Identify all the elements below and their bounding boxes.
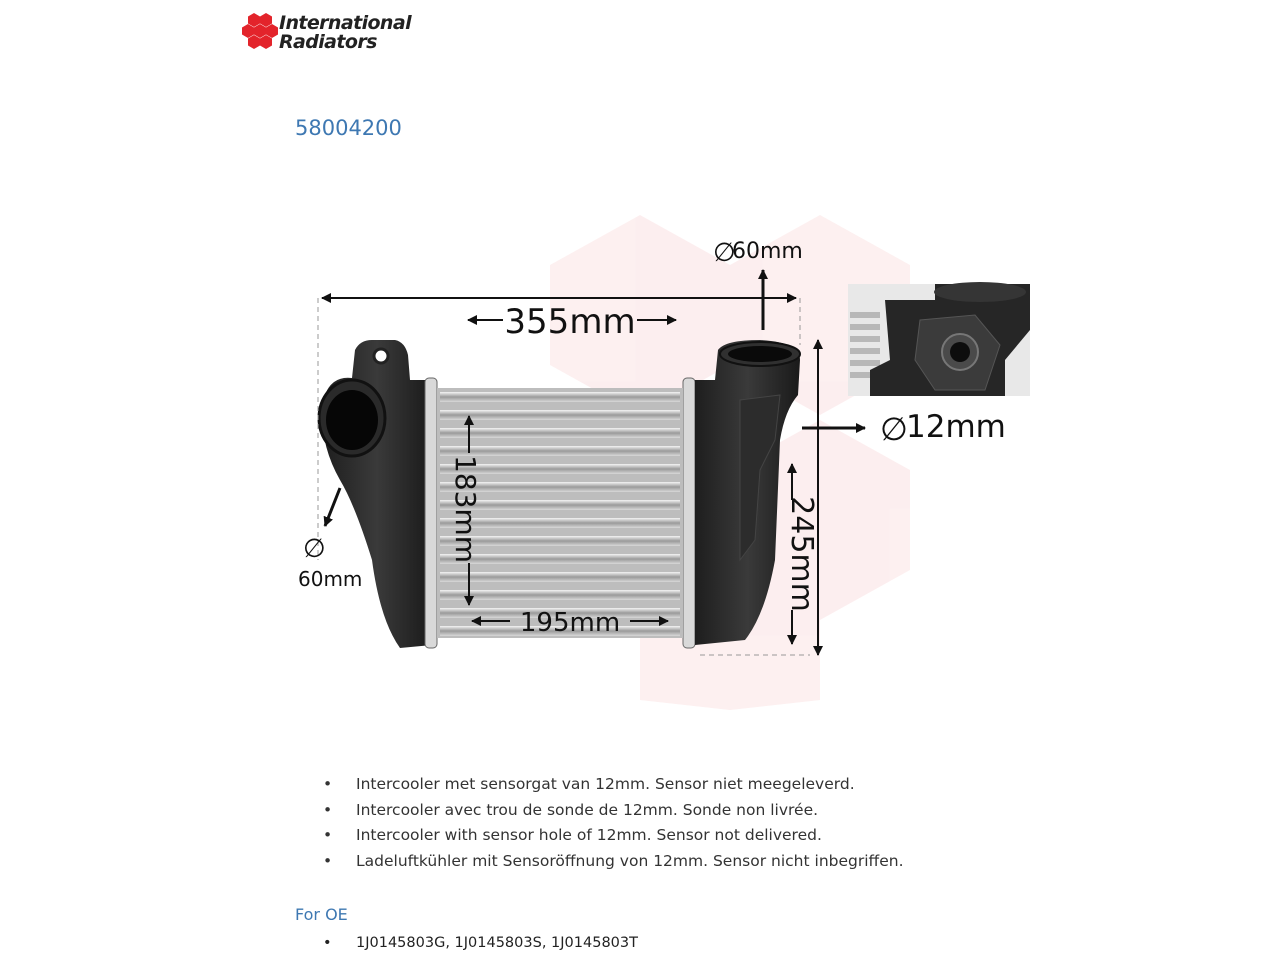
description-item-en: • Intercooler with sensor hole of 12mm. Sensor not delivered. — [318, 823, 904, 849]
description-list — [318, 772, 904, 874]
height-overall-label: 245mm — [784, 496, 819, 612]
width-overall-label: 355mm — [504, 302, 636, 342]
description-item-nl: • Intercooler met sensorgat van 12mm. Sensor niet meegeleverd. — [318, 772, 904, 798]
sensor-hole-label: 12mm — [906, 409, 1006, 445]
description-item-de: • Ladeluftkühler mit Sensoröffnung von 12mm. Sensor nicht inbegriffen. — [318, 849, 904, 875]
inlet-diameter-label: 60mm — [298, 567, 363, 591]
core-width-label: 195mm — [519, 608, 621, 638]
description-item-fr: • Intercooler avec trou de sonde de 12mm. Sonde non livrée. — [318, 798, 904, 824]
core-height-label: 183mm — [449, 455, 482, 563]
sensor-detail-inset — [848, 282, 1030, 396]
outlet-diameter-label: 60mm — [732, 239, 803, 264]
sensor-diameter-symbol: ∅ — [880, 410, 908, 448]
outlet-diameter-symbol: ∅ — [713, 238, 736, 268]
brand-name-line2: Radiators — [279, 31, 377, 53]
oe-numbers: • 1J0145803G, 1J0145803S, 1J0145803T — [318, 931, 638, 955]
brand-name-line1: International — [279, 12, 411, 34]
part-number: 58004200 — [295, 116, 402, 140]
inlet-diameter-symbol: ∅ — [303, 534, 326, 564]
oe-number-list — [318, 931, 638, 955]
oe-heading: For OE — [295, 905, 348, 924]
inlet-arrow — [325, 488, 340, 526]
left-tank — [319, 340, 432, 648]
